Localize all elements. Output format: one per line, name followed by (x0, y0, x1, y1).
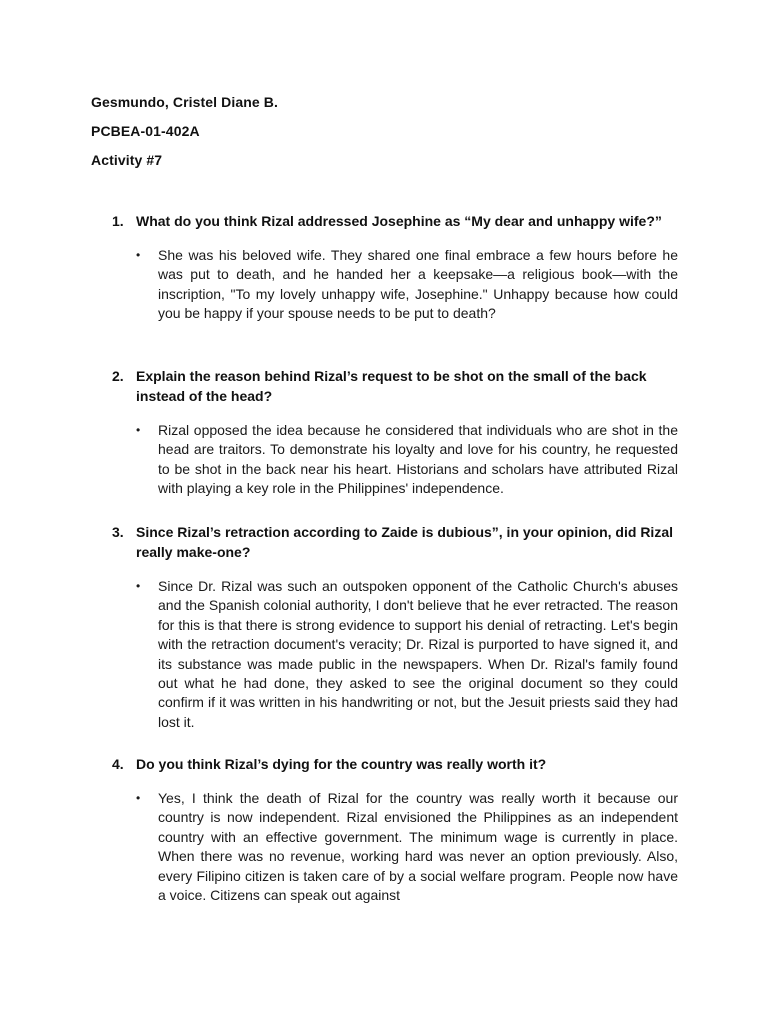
answer-1 (136, 246, 678, 324)
section-code: PCBEA-01-402A (91, 123, 200, 139)
document-header (91, 92, 691, 179)
question-number: 2. (112, 368, 124, 384)
question-4 (112, 754, 678, 774)
answer-text: Since Dr. Rizal was such an outspoken opponent of the Catholic Church's abuses and the Spanish colonial authority, I don't believe that he ever retracted. The reason for this is that there is strong evidence to support his denial of retracting. Let's begin with the retraction document's veracity; Dr. Rizal is purported to have signed it, and its substance was made public in the newspapers. When Dr. Rizal's family found out what he had done, they asked to see the original document so they could confirm if it was written in his handwriting or not, but the Jesuit priests said they had lost it. (158, 578, 678, 730)
question-text: What do you think Rizal addressed Josephine as “My dear and unhappy wife?” (136, 213, 662, 229)
answer-4 (136, 789, 678, 907)
answer-3 (136, 577, 678, 732)
question-2 (112, 366, 678, 406)
question-block-2 (112, 366, 678, 499)
question-text: Since Rizal’s retraction according to Zaide is dubious”, in your opinion, did Rizal really make-one? (136, 524, 673, 560)
question-block-1 (112, 211, 678, 324)
question-block-3 (112, 522, 678, 732)
question-1 (112, 211, 678, 231)
question-block-4 (112, 754, 678, 907)
question-number: 3. (112, 524, 124, 540)
answer-text: Rizal opposed the idea because he considered that individuals who are shot in the head are traitors. To demonstrate his loyalty and love for his country, he requested to be shot in the back near his heart. Historians and scholars have attributed Rizal with playing a key role in the Philippines' independence. (158, 422, 678, 497)
question-3 (112, 522, 678, 562)
answer-text: Yes, I think the death of Rizal for the country was really worth it because our country is now independent. Rizal envisioned the Philippines as an independent country with an effective government. The minimum wage is currently in place. When there was no revenue, working hard was never an option previously. Also, every Filipino citizen is taken care of by a social welfare program. People now have a voice. Citizens can speak out against (158, 790, 678, 904)
answer-2 (136, 421, 678, 499)
answer-text: She was his beloved wife. They shared one final embrace a few hours before he was put to death, and he handed her a keepsake—a religious book—with the inscription, "To my lovely unhappy wife, Josephine." Unhappy because how could you be happy if your spouse needs to be put to death? (158, 247, 678, 322)
bullet-icon: • (136, 791, 141, 805)
question-text: Do you think Rizal’s dying for the country was really worth it? (136, 756, 547, 772)
question-number: 4. (112, 756, 124, 772)
bullet-icon: • (136, 579, 141, 593)
bullet-icon: • (136, 423, 141, 437)
question-number: 1. (112, 213, 124, 229)
question-text: Explain the reason behind Rizal’s request to be shot on the small of the back instead of the head? (136, 368, 647, 404)
bullet-icon: • (136, 248, 141, 262)
student-name: Gesmundo, Cristel Diane B. (91, 94, 278, 110)
activity-title: Activity #7 (91, 152, 163, 168)
